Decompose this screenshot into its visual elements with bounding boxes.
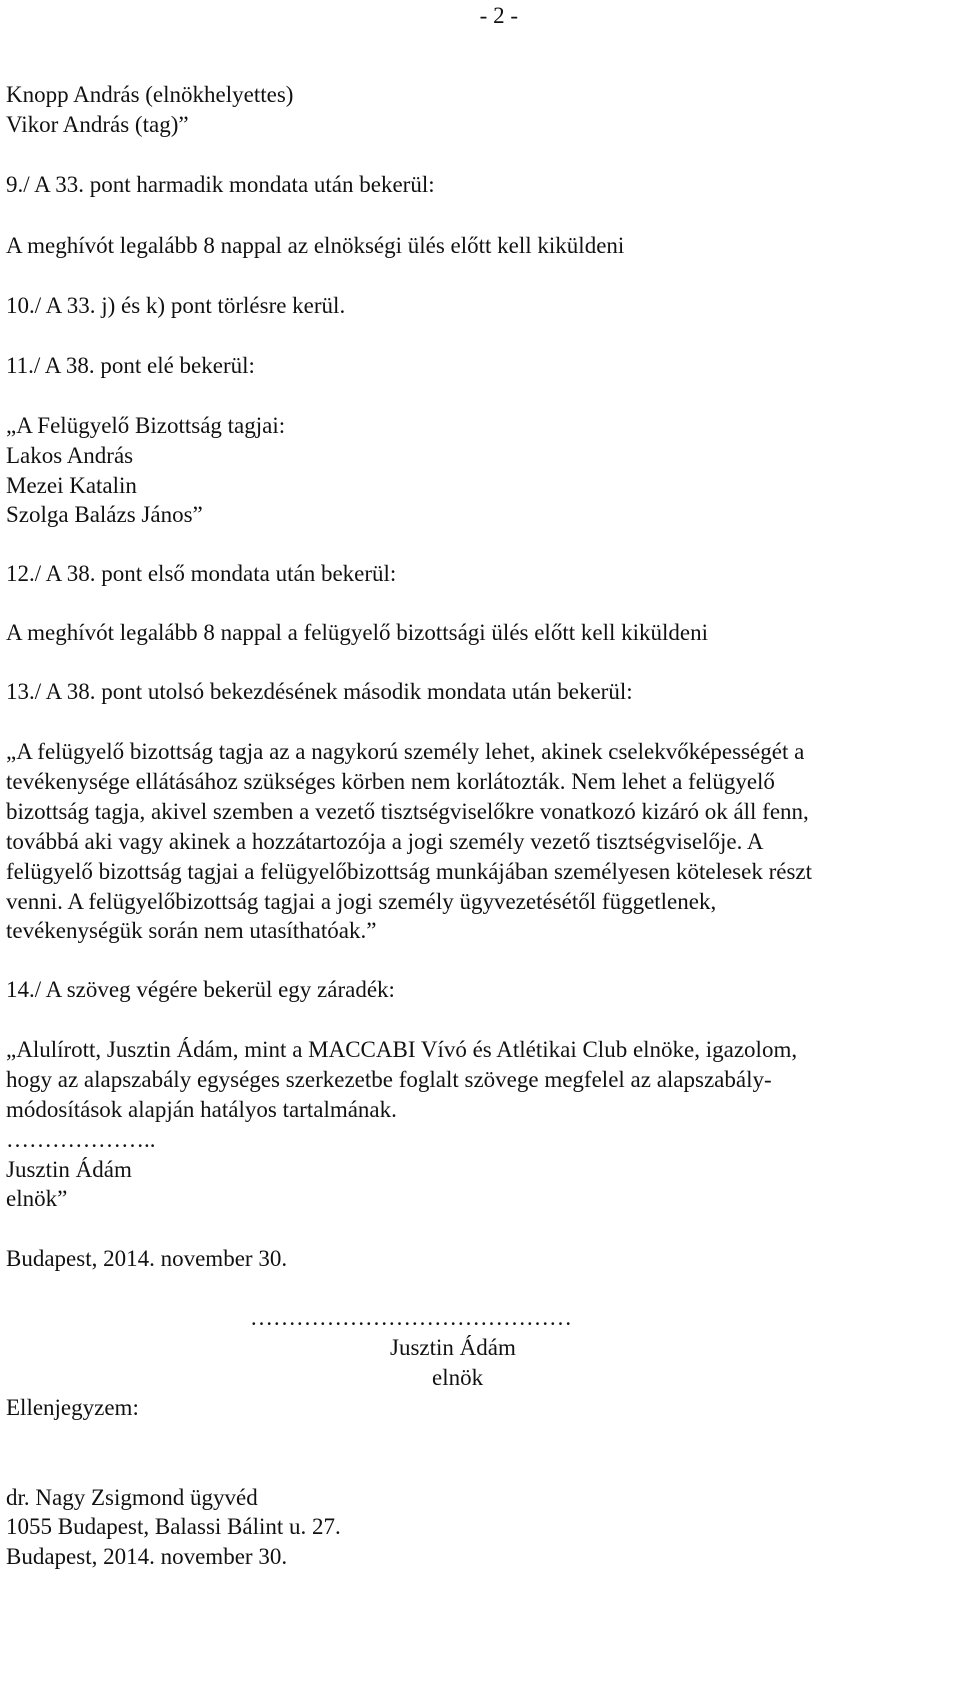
quote-line: „A felügyelő bizottság tagja az a nagykorú személy lehet, akinek cselekvőképességét a bbox=[6, 739, 805, 764]
quote-line: Lakos András bbox=[6, 443, 134, 468]
signature-name: Jusztin Ádám bbox=[390, 1335, 516, 1360]
quote-line: felügyelő bizottság tagjai a felügyelőbizottság munkájában személyesen kötelesek részt bbox=[6, 859, 812, 884]
quote-line: venni. A felügyelőbizottság tagjai a jogi személy ügyvezetésétől függetlenek, bbox=[6, 889, 717, 914]
section-heading: 12./ A 38. pont első mondata után bekerül: bbox=[6, 561, 397, 586]
countersign-date: Budapest, 2014. november 30. bbox=[6, 1544, 288, 1569]
quote-line: „Alulírott, Jusztin Ádám, mint a MACCABI Vívó és Atlétikai Club elnöke, igazolom, bbox=[6, 1037, 798, 1062]
section-text: A meghívót legalább 8 nappal a felügyelő bizottsági ülés előtt kell kiküldeni bbox=[6, 620, 708, 645]
section-heading: 13./ A 38. pont utolsó bekezdésének második mondata után bekerül: bbox=[6, 679, 633, 704]
quote-line: Mezei Katalin bbox=[6, 473, 137, 498]
countersign-name: dr. Nagy Zsigmond ügyvéd bbox=[6, 1485, 258, 1510]
date-place: Budapest, 2014. november 30. bbox=[6, 1246, 288, 1271]
quote-line: továbbá aki vagy akinek a hozzátartozója a jogi személy vezető tisztségviselője. A bbox=[6, 829, 764, 854]
quote-line: „A Felügyelő Bizottság tagjai: bbox=[6, 413, 286, 438]
page-number: - 2 - bbox=[479, 3, 518, 28]
quote-line: tevékenységük során nem utasíthatóak.” bbox=[6, 918, 377, 943]
quote-line: hogy az alapszabály egységes szerkezetbe foglalt szövege megfelel az alapszabály- bbox=[6, 1067, 772, 1092]
member-line: Knopp András (elnökhelyettes) bbox=[6, 82, 294, 107]
signer-name: Jusztin Ádám bbox=[6, 1157, 132, 1182]
signature-title: elnök bbox=[432, 1365, 484, 1390]
section-heading: 14./ A szöveg végére bekerül egy záradék: bbox=[6, 977, 395, 1002]
quote-line: módosítások alapján hatályos tartalmának. bbox=[6, 1097, 397, 1122]
countersign-label: Ellenjegyzem: bbox=[6, 1395, 139, 1420]
countersign-address: 1055 Budapest, Balassi Bálint u. 27. bbox=[6, 1514, 341, 1539]
member-line: Vikor András (tag)” bbox=[6, 112, 189, 137]
signer-title: elnök” bbox=[6, 1186, 68, 1211]
section-heading: 10./ A 33. j) és k) pont törlésre kerül. bbox=[6, 293, 346, 318]
quote-line: Szolga Balázs János” bbox=[6, 502, 203, 527]
section-text: A meghívót legalább 8 nappal az elnökségi ülés előtt kell kiküldeni bbox=[6, 233, 625, 258]
quote-line: bizottság tagja, akivel szemben a vezető tisztségviselőkre vonatkozó kizáró ok áll fenn, bbox=[6, 799, 809, 824]
section-heading: 9./ A 33. pont harmadik mondata után bekerül: bbox=[6, 172, 435, 197]
signature-dots: ……………….. bbox=[6, 1127, 156, 1152]
quote-line: tevékenysége ellátásához szükséges körben nem korlátozták. Nem lehet a felügyelő bbox=[6, 769, 775, 794]
section-heading: 11./ A 38. pont elé bekerül: bbox=[6, 353, 255, 378]
signature-dots: …………………………………… bbox=[250, 1305, 572, 1330]
